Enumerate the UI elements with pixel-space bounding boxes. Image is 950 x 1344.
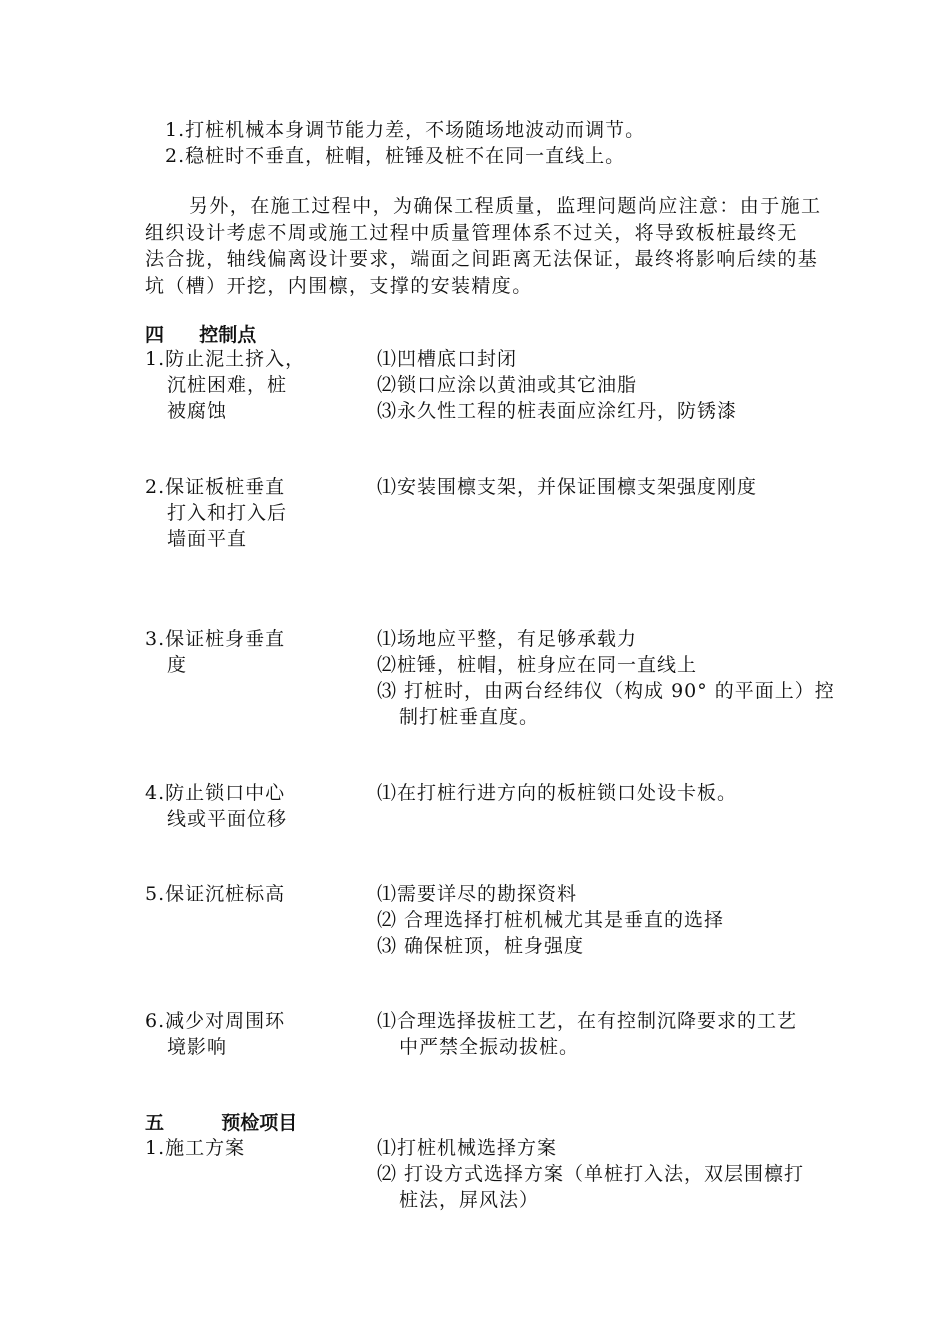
measure-item-line: ⑵锁口应涂以黄油或其它油脂 [377,374,638,396]
intro-list-item: 1.打桩机械本身调节能力差，不场随场地波动而调节。 [165,119,646,141]
section-heading [145,1110,297,1136]
section-title: 预检项目 [221,1112,298,1134]
measure-item [377,346,867,372]
row-measures [377,780,867,806]
measure-item-line: ⑴需要详尽的勘探资料 [377,883,578,905]
measure-item-line: ⑶ 确保桩顶，桩身强度 [377,935,585,957]
row-label [145,626,315,678]
measure-item-line: 中严禁全振动拔桩。 [399,1036,580,1058]
measure-item [377,907,867,933]
paragraph-line: 坑（槽）开挖，内围檩，支撑的安装精度。 [145,274,533,297]
measure-item [377,1135,867,1161]
measure-item-line: ⑴凹槽底口封闭 [377,348,518,370]
measure-item-line: 制打桩垂直度。 [399,706,540,728]
row-measures [377,346,867,424]
measure-item [377,652,867,678]
row-label [145,346,315,424]
measure-item-line: ⑶ 打桩时，由两台经纬仪（构成 90° 的平面上）控 [377,680,835,702]
measure-item-line: ⑴打桩机械选择方案 [377,1137,558,1159]
measure-item-line: ⑵ 打设方式选择方案（单桩打入法，双层围檩打 [377,1163,805,1185]
measure-item-line: 桩法，屏风法） [399,1189,540,1211]
paragraph-line: 法合拢，轴线偏离设计要求，端面之间距离无法保证，最终将影响后续的基 [145,248,819,270]
row-label-line: 1.施工方案 [145,1137,246,1159]
paragraph-line: 另外，在施工过程中，为确保工程质量，监理问题尚应注意：由于施工 [189,195,822,217]
row-label-line: 5.保证沉桩标高 [145,883,286,905]
row-label-line: 1.防止泥土挤入， [145,348,306,370]
section-number: 四 [145,324,165,346]
measure-item [377,780,867,806]
measure-item [377,881,867,907]
section-title: 控制点 [199,324,257,346]
row-label-line: 境影响 [167,1036,228,1058]
measure-item-line: ⑶永久性工程的桩表面应涂红丹，防锈漆 [377,400,738,422]
measure-item-line: ⑴在打桩行进方向的板桩锁口处设卡板。 [377,782,738,804]
section-number: 五 [145,1112,165,1134]
row-label [145,780,315,832]
measure-item-line: ⑴安装围檩支架，并保证围檩支架强度刚度 [377,476,758,498]
row-label-line: 墙面平直 [167,528,248,550]
row-measures [377,1135,867,1213]
measure-item-line: ⑵桩锤，桩帽，桩身应在同一直线上 [377,654,698,676]
paragraph [145,193,865,299]
measure-item [377,398,867,424]
measure-item-line: ⑴场地应平整，有足够承载力 [377,628,638,650]
row-label-line: 被腐蚀 [167,400,228,422]
measure-item [377,678,867,730]
measure-item [377,474,867,500]
row-label [145,1135,315,1161]
row-label [145,1008,315,1060]
row-measures [377,626,867,730]
section-heading [145,322,256,348]
measure-item [377,626,867,652]
measure-item [377,1161,867,1213]
row-label-line: 打入和打入后 [167,502,288,524]
row-label-line: 2.保证板桩垂直 [145,476,286,498]
row-measures [377,881,867,959]
row-measures [377,474,867,500]
row-label-line: 4.防止锁口中心 [145,782,286,804]
row-label-line: 度 [167,654,188,676]
row-measures [377,1008,867,1060]
measure-item-line: ⑵ 合理选择打桩机械尤其是垂直的选择 [377,909,725,931]
row-label [145,881,315,907]
row-label-line: 3.保证桩身垂直 [145,628,286,650]
row-label-line: 线或平面位移 [167,808,288,830]
row-label-line: 沉桩困难，桩 [167,374,288,396]
row-label-line: 6.减少对周围环 [145,1010,286,1032]
measure-item [377,1008,867,1060]
intro-list-item: 2.稳桩时不垂直，桩帽，桩锤及桩不在同一直线上。 [165,145,626,167]
measure-item [377,933,867,959]
measure-item-line: ⑴合理选择拔桩工艺，在有控制沉降要求的工艺 [377,1010,798,1032]
row-label [145,474,315,552]
measure-item [377,372,867,398]
paragraph-line: 组织设计考虑不周或施工过程中质量管理体系不过关，将导致板桩最终无 [145,221,798,244]
